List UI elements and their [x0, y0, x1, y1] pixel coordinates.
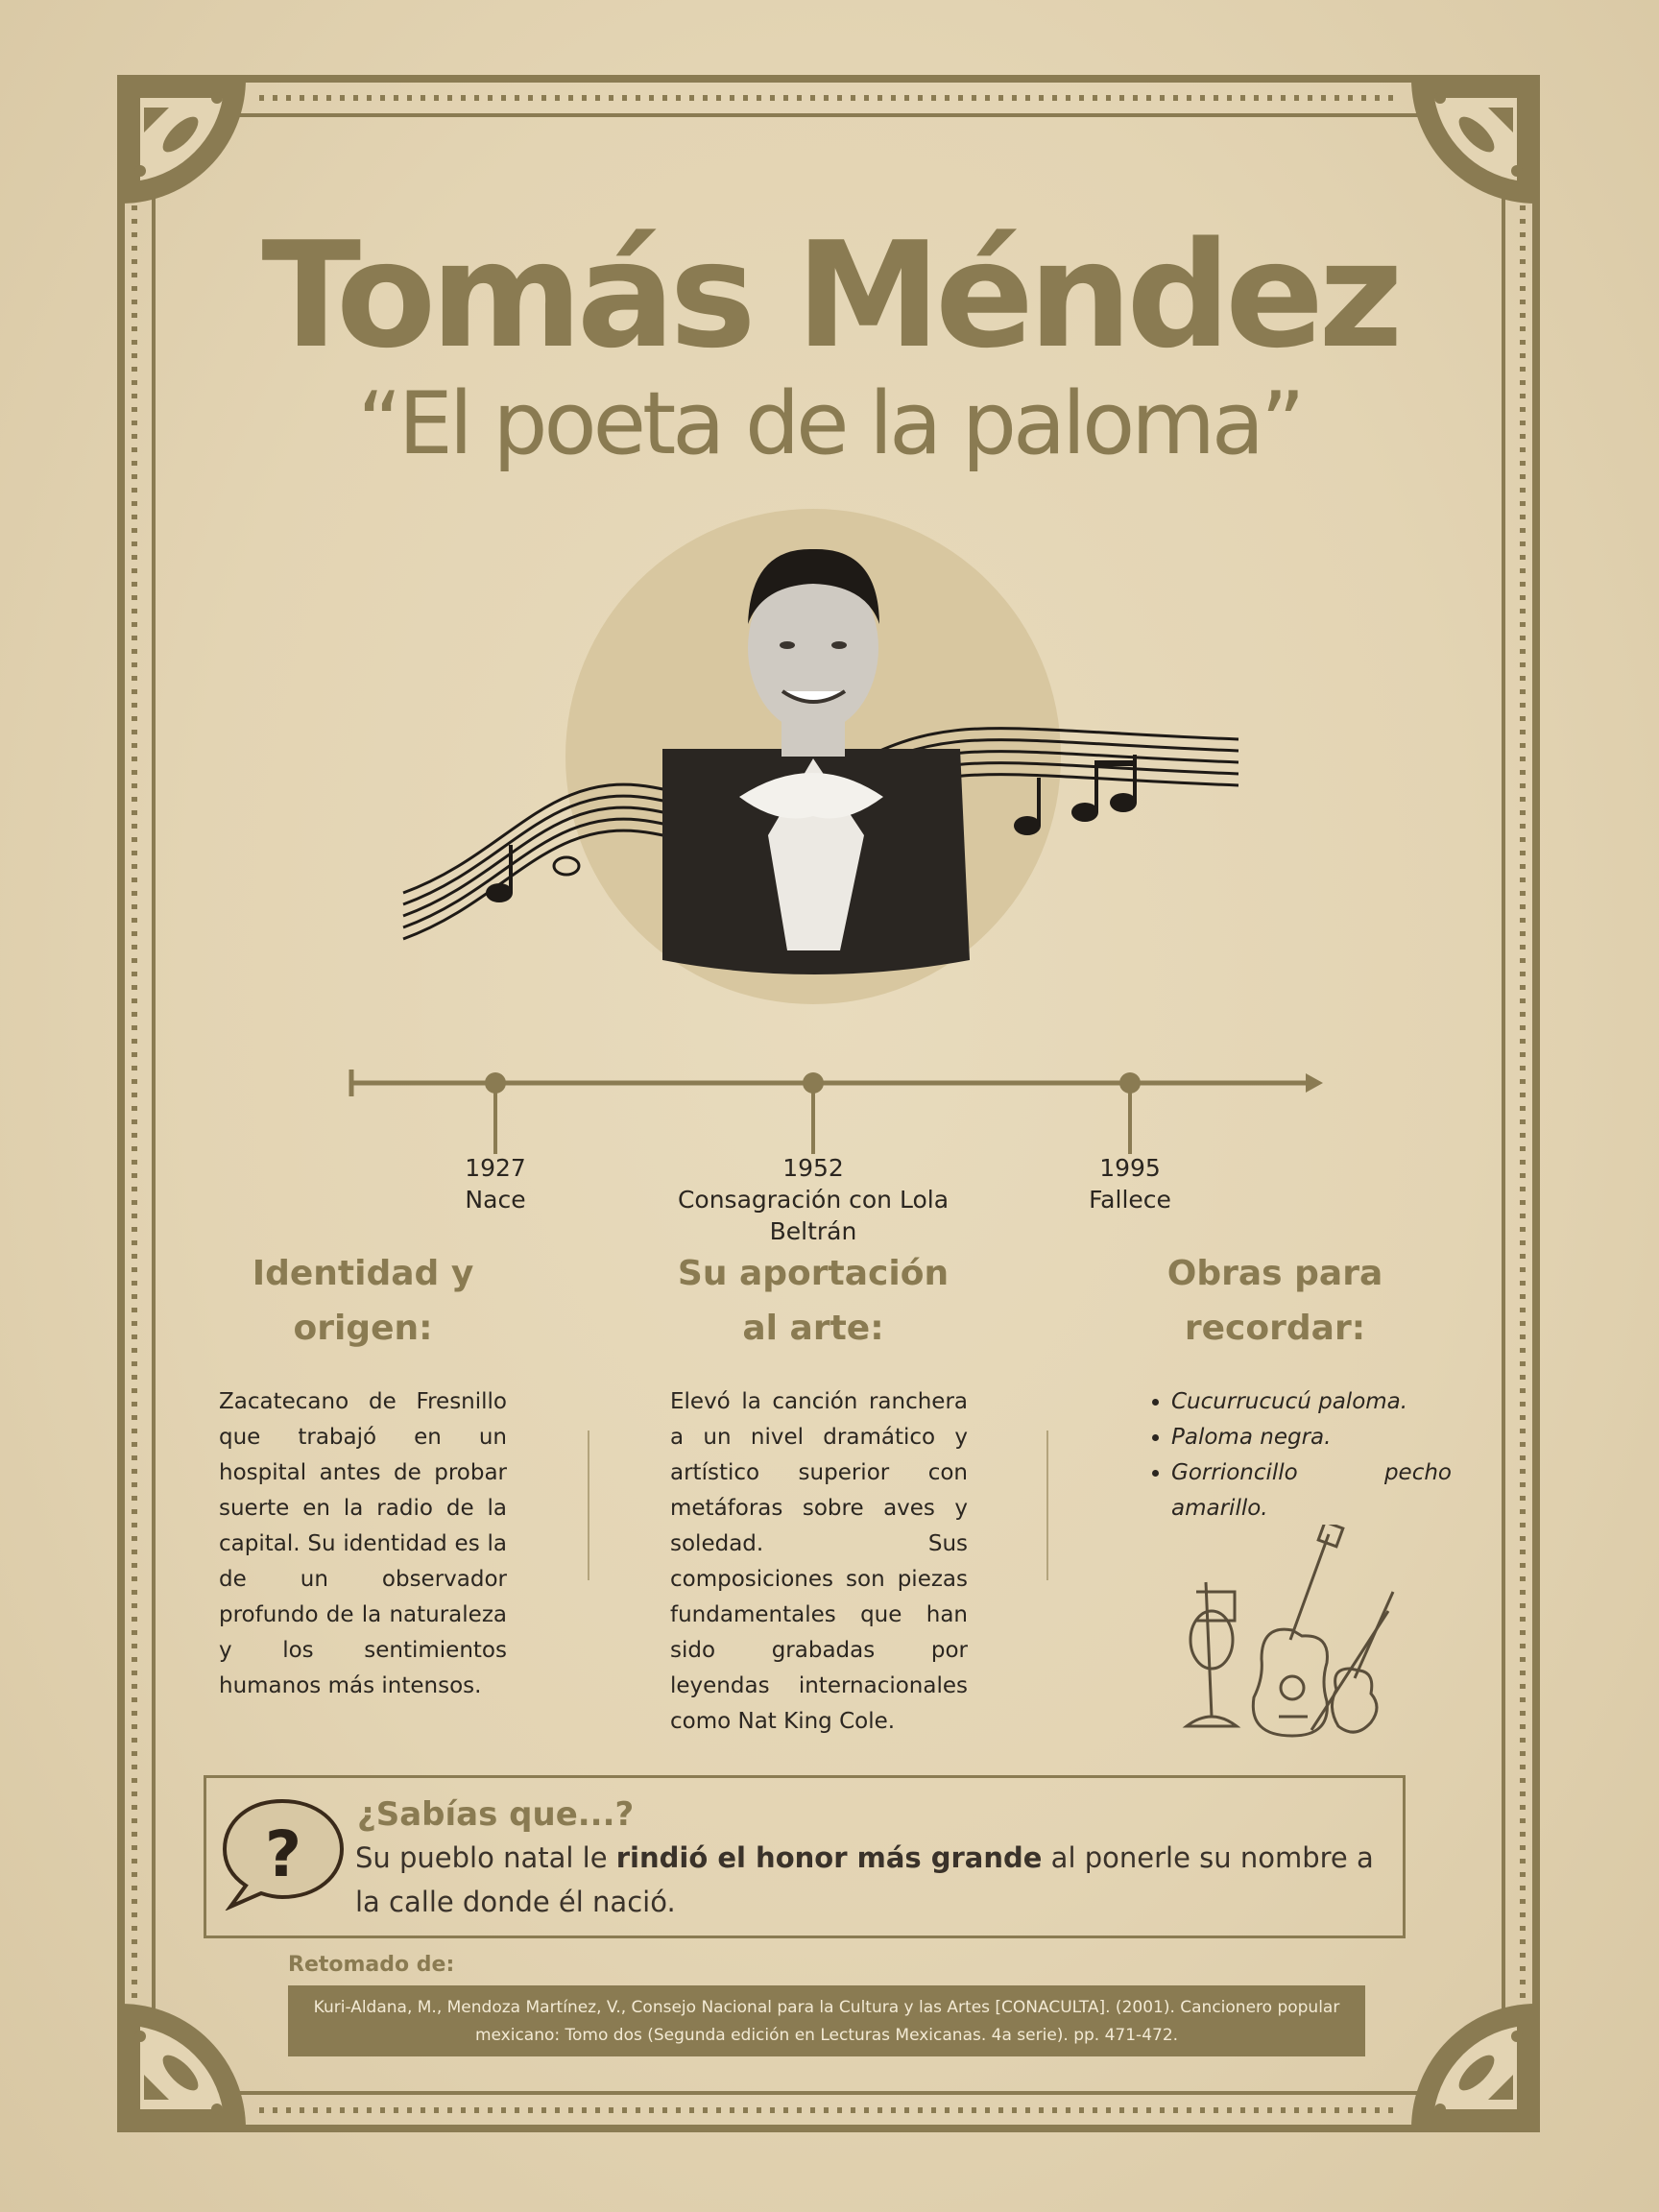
- fact-heading: ¿Sabías que...?: [357, 1795, 635, 1834]
- heading-line: recordar:: [1184, 1309, 1366, 1348]
- source-label: Retomado de:: [288, 1953, 455, 1977]
- question-bubble-icon: [219, 1795, 348, 1911]
- heading-line: Obras para: [1166, 1254, 1383, 1293]
- timeline-event: [399, 1152, 591, 1215]
- contribution-text: Elevó la canción ranchera a un nivel dramático y artístico superior con metáforas sobre aves y soledad. Sus composiciones son piezas fundamentales que han sido grabadas por leyendas internacionales como Nat King Cole.: [670, 1389, 968, 1734]
- heading-line: origen:: [293, 1309, 433, 1348]
- timeline-label: Consagración con Lola Beltrán: [677, 1186, 950, 1245]
- identity-text: Zacatecano de Fresnillo que trabajó en un hospital antes de probar suerte en la radio de la capital. Su identidad es la de un observador profundo de la naturaleza y los sentimientos humanos más intensos.: [219, 1389, 507, 1698]
- fact-text-part: al ponerle su nombre a la calle donde él nació.: [355, 1841, 1374, 1918]
- source-citation: Kuri-Aldana, M., Mendoza Martínez, V., Consejo Nacional para la Cultura y las Artes [CONACULTA]. (2001). Cancionero popular mexicano: Tomo dos (Segunda edición en Lecturas Mexicanas. 4a serie). pp. 471-472.: [288, 1985, 1365, 2056]
- svg-text:?: ?: [264, 1817, 302, 1891]
- timeline-label: Fallece: [1089, 1186, 1171, 1214]
- portrait-illustration: [394, 509, 1258, 1008]
- instruments-icon: [1148, 1525, 1407, 1742]
- page-title: Tomás Méndez: [261, 210, 1398, 380]
- heading-line: Identidad y: [252, 1254, 474, 1293]
- list-item: • Cucurrucucú paloma.: [1171, 1384, 1452, 1420]
- timeline-year: 1927: [465, 1154, 526, 1182]
- page-subtitle: “El poeta de la paloma”: [357, 373, 1302, 474]
- fact-text: [355, 1836, 1382, 1924]
- timeline-label: Nace: [465, 1186, 526, 1214]
- identity-heading: [200, 1246, 526, 1356]
- works-heading: [1102, 1246, 1448, 1356]
- works-list: [1139, 1384, 1452, 1527]
- heading-line: al arte:: [742, 1309, 884, 1348]
- heading-line: Su aportación: [677, 1254, 950, 1293]
- timeline-year: 1995: [1099, 1154, 1161, 1182]
- timeline-axis: [346, 1066, 1325, 1162]
- column-divider: [1046, 1431, 1048, 1580]
- timeline-event: [1034, 1152, 1226, 1215]
- fact-text-highlight: rindió el honor más grande: [615, 1841, 1043, 1874]
- list-item: • Paloma negra.: [1171, 1420, 1452, 1455]
- list-item: • Gorrioncillo pecho amarillo.: [1171, 1455, 1452, 1527]
- fact-text-part: Su pueblo natal le: [355, 1841, 616, 1874]
- column-divider: [588, 1431, 589, 1580]
- timeline-year: 1952: [782, 1154, 844, 1182]
- timeline-event: [669, 1152, 957, 1247]
- contribution-heading: [645, 1246, 981, 1356]
